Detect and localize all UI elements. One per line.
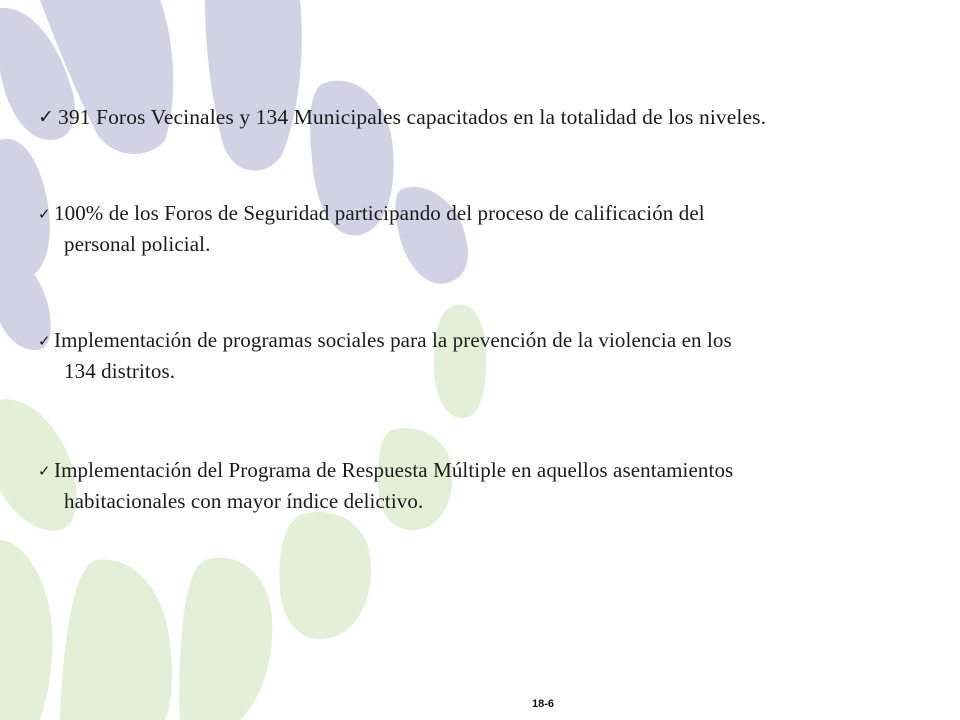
bullet-item	[38, 325, 732, 386]
slide-number: 18-6	[532, 698, 555, 710]
checkmark-icon: ✓	[38, 106, 55, 128]
bullet-text-continuation: 134 distritos.	[64, 359, 176, 383]
checkmark-icon: ✓	[38, 332, 51, 350]
bullet-text: Implementación del Programa de Respuesta Múltiple en aquellos asentamientos	[54, 458, 734, 482]
bullet-text-continuation: personal policial.	[64, 232, 211, 256]
checkmark-icon: ✓	[38, 462, 51, 480]
checkmark-icon: ✓	[38, 205, 51, 223]
bullet-text-continuation: habitacionales con mayor índice delictivo.	[64, 489, 424, 513]
bullet-item	[38, 102, 766, 132]
bullet-text: 100% de los Foros de Seguridad participando del proceso de calificación del	[54, 201, 705, 225]
bullet-item	[38, 455, 733, 516]
bullet-item	[38, 198, 705, 259]
bullet-text: 391 Foros Vecinales y 134 Municipales capacitados en la totalidad de los niveles.	[58, 105, 767, 129]
bullet-text: Implementación de programas sociales para la prevención de la violencia en los	[54, 328, 732, 352]
